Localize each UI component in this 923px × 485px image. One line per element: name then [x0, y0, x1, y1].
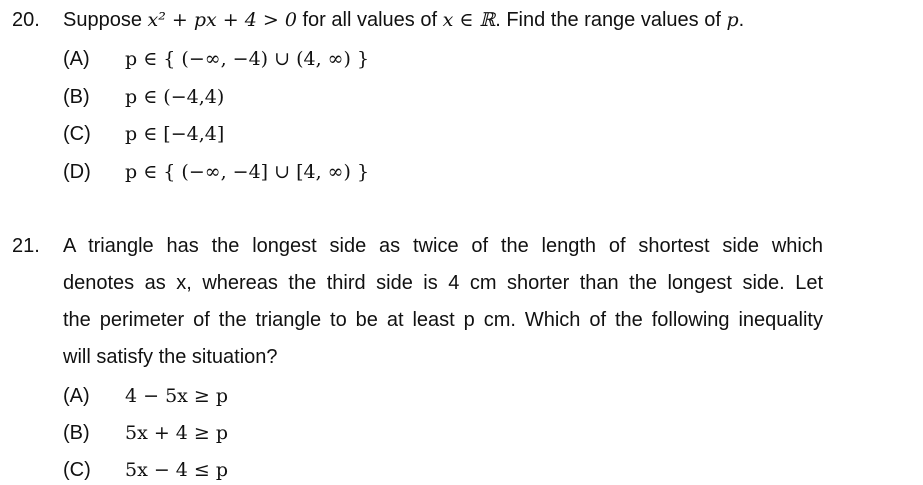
q21-option-c-text: 5x − 4 ≤ p [125, 459, 229, 481]
q21-stem-line-2: denotes as x, whereas the third side is 4 cm shorter than the longest side. Let [63, 272, 823, 294]
q20-option-d-text: p ∈ { (−∞, −4] ∪ [4, ∞) } [125, 161, 370, 183]
q20-suffix: . Find the range values of [495, 9, 721, 31]
q21-stem-line-4: will satisfy the situation? [63, 346, 278, 368]
question-20-number: 20. [12, 9, 40, 31]
q20-option-a-text: p ∈ { (−∞, −4) ∪ (4, ∞) } [125, 48, 370, 70]
q20-option-a-label: (A) [63, 48, 90, 70]
q21-option-c-label: (C) [63, 459, 91, 481]
q20-option-c-label: (C) [63, 123, 91, 145]
q21-option-b-label: (B) [63, 422, 90, 444]
q21-stem-line-3: the perimeter of the triangle to be at least p cm. Which of the following inequality [63, 309, 823, 331]
q20-option-b-label: (B) [63, 86, 90, 108]
q20-end: . [738, 9, 745, 31]
q20-inequality: x² + px + 4 > 0 [147, 9, 297, 31]
question-20-stem [63, 8, 744, 32]
q20-variable: p [726, 9, 739, 31]
q20-option-c-text: p ∈ [−4,4] [125, 123, 225, 145]
q20-option-d-label: (D) [63, 161, 91, 183]
q20-middle: for all values of [302, 9, 437, 31]
q20-prefix: Suppose [63, 9, 142, 31]
q21-option-a-label: (A) [63, 385, 90, 407]
q21-option-b-text: 5x + 4 ≥ p [125, 422, 229, 444]
q20-domain: x ∈ ℝ [442, 9, 496, 31]
q20-option-b-text: p ∈ (−4,4) [125, 86, 225, 108]
question-21-number: 21. [12, 235, 40, 257]
q21-option-a-text: 4 − 5x ≥ p [125, 385, 229, 407]
q21-stem-line-1: A triangle has the longest side as twice of the length of shortest side which [63, 235, 823, 257]
